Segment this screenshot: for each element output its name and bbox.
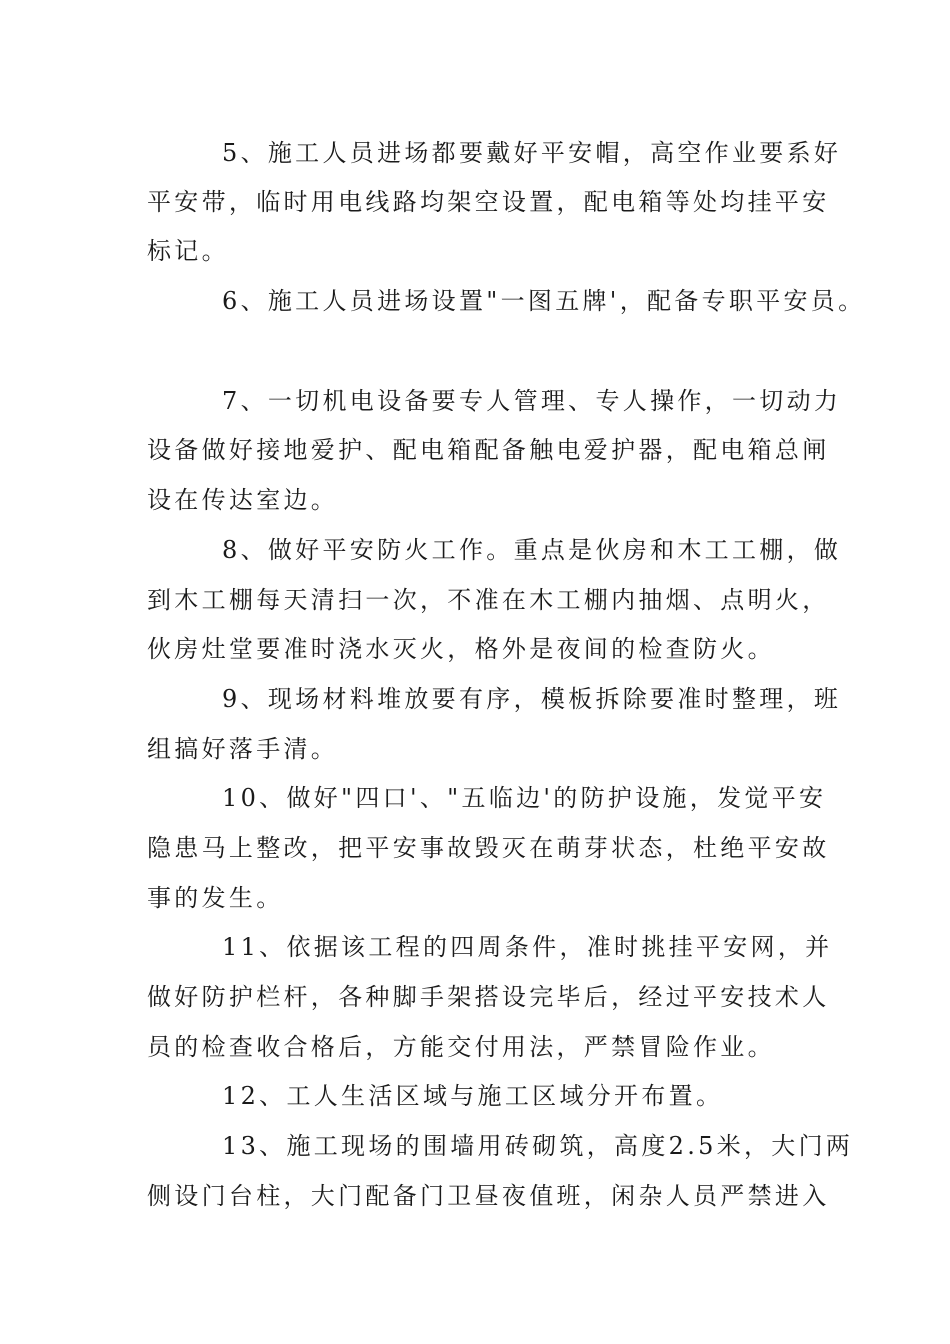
paragraph-7-line-2: 设备做好接地爱护、配电箱配备触电爱护器，配电箱总闸 [147, 436, 830, 464]
paragraph-13-line-1: 13、施工现场的围墙用砖砌筑，高度2.5米，大门两 [222, 1132, 854, 1160]
paragraph-11-line-1: 11、依据该工程的四周条件，准时挑挂平安网，并 [222, 933, 833, 961]
paragraph-7-line-3: 设在传达室边。 [147, 486, 339, 514]
paragraph-10-line-2: 隐患马上整改，把平安事故毁灭在萌芽状态，杜绝平安故 [147, 834, 830, 862]
paragraph-9-line-1: 9、现场材料堆放要有序，模板拆除要准时整理，班 [222, 685, 842, 713]
paragraph-5-line-2: 平安带，临时用电线路均架空设置，配电箱等处均挂平安 [147, 188, 830, 216]
paragraph-10-line-1: 10、做好"四口'、"五临边'的防护设施，发觉平安 [222, 784, 827, 812]
paragraph-6-line-1: 6、施工人员进场设置"一图五牌'，配备专职平安员。 [222, 287, 866, 315]
paragraph-8-line-3: 伙房灶堂要准时浇水灭火，格外是夜间的检查防火。 [147, 635, 775, 663]
paragraph-9-line-2: 组搞好落手清。 [147, 735, 339, 763]
paragraph-12-line-1: 12、工人生活区域与施工区域分开布置。 [222, 1082, 724, 1110]
paragraph-10-line-3: 事的发生。 [147, 884, 284, 912]
paragraph-5-line-3: 标记。 [147, 237, 229, 265]
paragraph-8-line-1: 8、做好平安防火工作。重点是伙房和木工工棚，做 [222, 536, 842, 564]
paragraph-7-line-1: 7、一切机电设备要专人管理、专人操作，一切动力 [222, 387, 842, 415]
paragraph-11-line-2: 做好防护栏杆，各种脚手架搭设完毕后，经过平安技术人 [147, 983, 830, 1011]
paragraph-8-line-2: 到木工棚每天清扫一次，不准在木工棚内抽烟、点明火， [147, 586, 830, 614]
paragraph-5-line-1: 5、施工人员进场都要戴好平安帽，高空作业要系好 [222, 139, 842, 167]
paragraph-13-line-2: 侧设门台柱，大门配备门卫昼夜值班，闲杂人员严禁进入 [147, 1182, 830, 1210]
paragraph-11-line-3: 员的检查收合格后，方能交付用法，严禁冒险作业。 [147, 1033, 775, 1061]
